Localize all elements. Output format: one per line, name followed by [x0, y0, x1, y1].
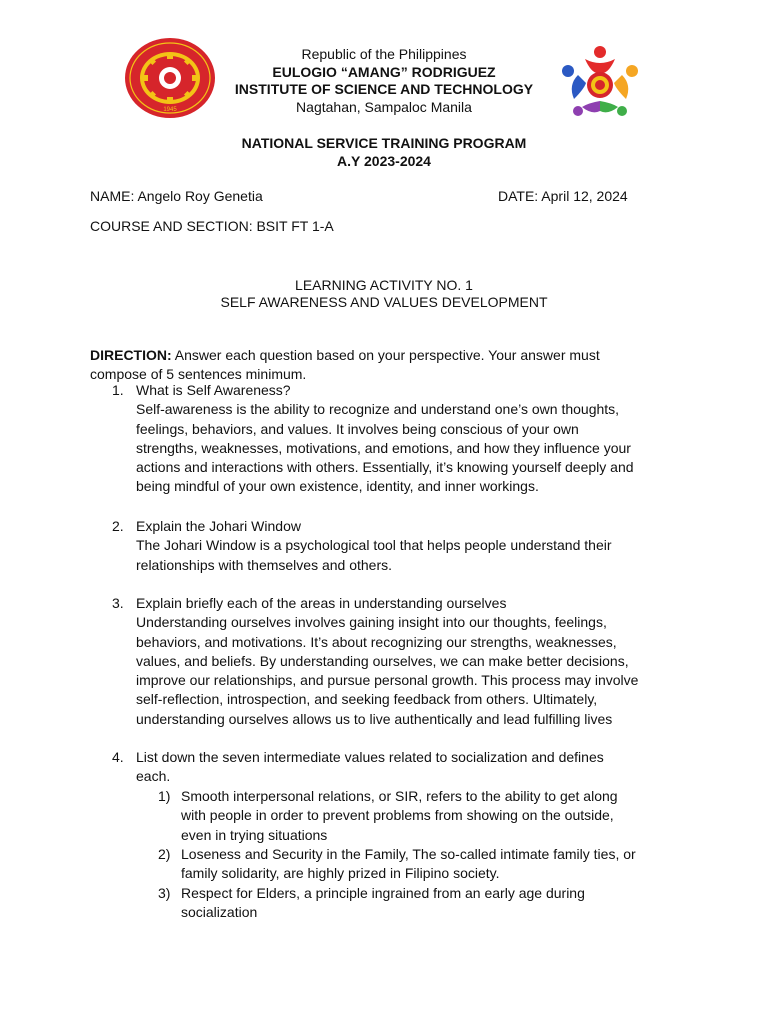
answer-line: being mindful of your own existence, identity, and inner workings. [136, 478, 539, 495]
value-line: family solidarity, are highly prized in Filipino society. [181, 865, 500, 882]
question-text: What is Self Awareness? [136, 382, 291, 398]
answer-line: values, and beliefs. By understanding ourselves, we can make better decisions, [136, 652, 629, 669]
value-item-1 [181, 787, 701, 845]
republic-line: Republic of the Philippines [301, 46, 467, 62]
question-number: 4. [112, 749, 124, 765]
value-line: socialization [181, 904, 258, 921]
answer-line: actions and interactions with others. Essentially, it’s knowing yourself deeply and [136, 459, 634, 476]
direction-text-line1: Answer each question based on your perspective. Your answer must [171, 347, 600, 363]
question-number: 2. [112, 518, 124, 534]
question-3 [136, 594, 696, 729]
question-text-line1: List down the seven intermediate values related to socialization and defines [136, 749, 604, 765]
question-text-line2: each. [136, 768, 171, 785]
question-2 [136, 517, 696, 575]
answer-line: relationships with themselves and others. [136, 556, 393, 573]
question-1 [136, 381, 696, 497]
answer-line: strengths, weaknesses, motivations, and emotions, and how they influence your [136, 439, 631, 456]
value-number: 1) [158, 788, 171, 804]
question-4 [136, 748, 696, 787]
value-line: Respect for Elders, a principle ingrained from an early age during [181, 885, 585, 901]
value-item-2 [181, 845, 701, 884]
answer-line: Self-awareness is the ability to recognize and understand one’s own thoughts, [136, 401, 620, 418]
answer-line: feelings, behaviors, and values. It involves being conscious of your own [136, 420, 579, 437]
value-line: Smooth interpersonal relations, or SIR, refers to the ability to get along [181, 788, 618, 804]
value-line: with people in order to prevent problems from showing on the outside, [181, 807, 614, 824]
value-number: 2) [158, 846, 171, 862]
school-name-line2: INSTITUTE OF SCIENCE AND TECHNOLOGY [234, 81, 534, 97]
school-address: Nagtahan, Sampaloc Manila [296, 99, 472, 115]
course-section: COURSE AND SECTION: BSIT FT 1-A [90, 218, 334, 234]
seal-year: 1945 [163, 107, 177, 113]
answer-line: behaviors, and motivations. It’s about recognizing our strengths, weaknesses, [136, 633, 617, 650]
answer-line: Understanding ourselves involves gaining insight into our thoughts, feelings, [136, 614, 607, 631]
activity-number: LEARNING ACTIVITY NO. 1 [295, 277, 473, 293]
answer-line: self-reflection, introspection, and seeking feedback from others. Ultimately, [136, 691, 598, 708]
direction-label: DIRECTION: [90, 347, 172, 363]
direction [90, 346, 690, 385]
value-item-3 [181, 884, 701, 923]
answer-line: The Johari Window is a psychological tool that helps people understand their [136, 537, 612, 554]
activity-title: SELF AWARENESS AND VALUES DEVELOPMENT [220, 294, 548, 310]
value-line: even in trying situations [181, 826, 328, 843]
program-title: NATIONAL SERVICE TRAINING PROGRAM [241, 135, 527, 151]
submission-date: DATE: April 12, 2024 [498, 188, 628, 204]
answer-line: improve our relationships, and pursue personal growth. This process may involve [136, 672, 639, 689]
direction-text-line2: compose of 5 sentences minimum. [90, 366, 307, 383]
question-text: Explain the Johari Window [136, 518, 301, 534]
school-name-line1: EULOGIO “AMANG” RODRIGUEZ [272, 64, 496, 80]
question-number: 1. [112, 382, 124, 398]
value-line: Loseness and Security in the Family, The so-called intimate family ties, or [181, 846, 636, 862]
question-text: Explain briefly each of the areas in understanding ourselves [136, 595, 507, 611]
student-name: NAME: Angelo Roy Genetia [90, 188, 263, 204]
value-number: 3) [158, 885, 171, 901]
question-number: 3. [112, 595, 124, 611]
program-year: A.Y 2023-2024 [337, 153, 431, 169]
answer-line: understanding ourselves allows us to live authentically and lead fulfilling lives [136, 710, 613, 727]
